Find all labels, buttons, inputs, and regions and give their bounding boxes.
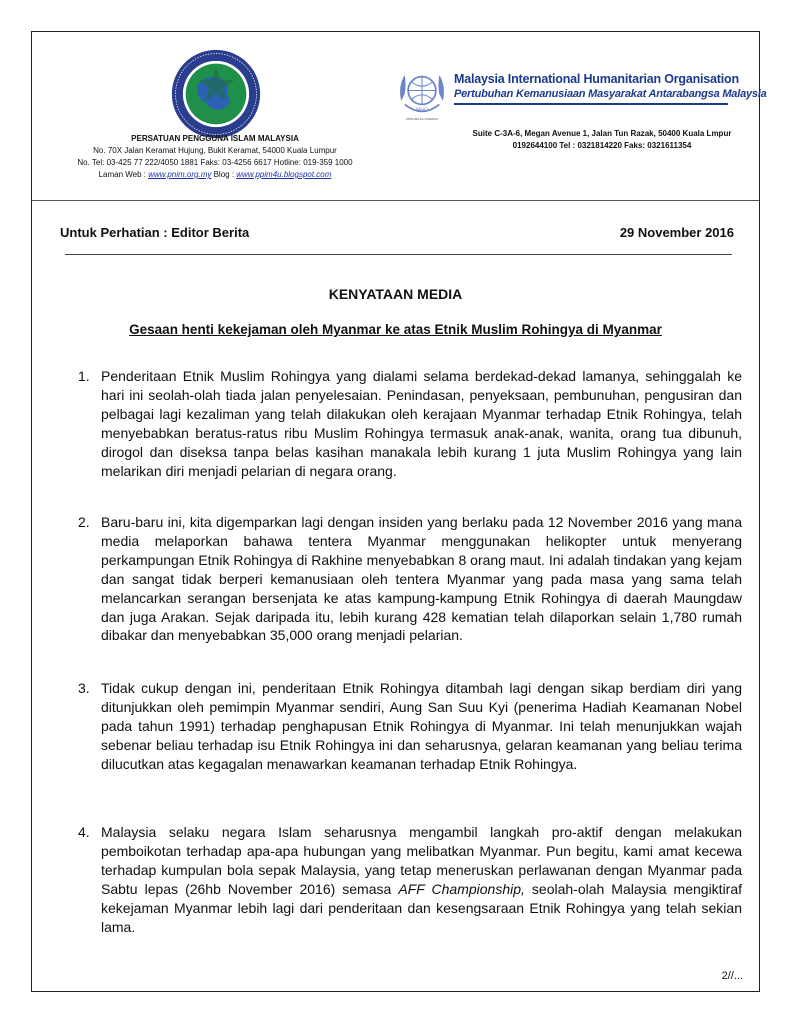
paragraph-text: [101, 823, 742, 936]
document-date: 29 November 2016: [619, 225, 734, 240]
mho-title-rule: [454, 103, 728, 105]
paragraph-text-b: seolah-olah Malaysia mengiktiraf kekejaman Myanmar lebih lagi dari penderitaan dan kesengsaraan Etnik Rohingya yang telah sekian lama.: [101, 880, 743, 935]
paragraph-text: Penderitaan Etnik Muslim Rohingya yang dialami selama berdekad-dekad lamanya, sehinggalah ke hari ini seolah-olah tiada jalan penyelesaian. Penindasan, penyeksaan, pembunuhan, pengusiran dan pelbagai lagi kezaliman yang telah dilakukan oleh kerajaan Myanmar terhadap Etnik Rohingya, telah menyebabkan beratus-ratus ribu Muslim Rohingya termasuk anak-anak, wanita, orang tua dibunuh, dirogol dan diseksa tanpa belas kasihan manakala lebih kurang 1 juta Muslim Rohingya yang lain melarikan diri menjadi pelarian di negara orang.: [101, 368, 742, 479]
ppim-phones: No. Tel: 03-425 77 222/4050 1881 Faks: 03-4256 6617 Hotline: 019-359 1000: [77, 158, 353, 167]
paragraph-text: Baru-baru ini, kita digemparkan lagi dengan insiden yang berlaku pada 12 November 2016 yang mana media melaporkan bahawa tentera Myanmar menggunakan helikopter untuk menyerang perkampungan Etnik Rohingya di Rakhine menyebabkan 8 orang maut. Ini adalah tindakan yang kejam dan sangat tidak berperi kemanusiaan oleh tentera Myanmar yang pada masa yang sama telah melancarkan serangan bersenjata ke atas kampung-kampung Etnik Rohingya di daerah Maungdaw dan juga Arakan. Sejak daripada itu, lebih kurang 428 kematian telah dilaporkan selain 1,780 rumah dibakar dan menyebabkan 35,000 orang menjadi pelarian.: [101, 514, 742, 644]
paragraph-2: [78, 513, 742, 645]
header-divider: [32, 200, 759, 201]
mho-logo: [396, 66, 448, 122]
ppim-org-name: PERSATUAN PENGGUNA ISLAM MALAYSIA: [131, 134, 299, 143]
document-subheading: Gesaan henti kekejaman oleh Myanmar ke atas Etnik Muslim Rohingya di Myanmar: [129, 322, 662, 337]
mho-logo-small: PPM-026-10-17022014: [406, 117, 438, 121]
paragraph-number: 1.: [78, 368, 90, 384]
blog-label: Blog :: [211, 170, 237, 179]
mho-address: Suite C-3A-6, Megan Avenue 1, Jalan Tun Razak, 50400 Kuala Lmpur: [472, 129, 732, 138]
mho-contact-block: [466, 128, 738, 152]
ppim-web-line: [40, 169, 390, 181]
attention-divider: [65, 254, 732, 255]
ppim-contact-block: [40, 133, 390, 181]
web-label: Laman Web :: [98, 170, 149, 179]
ppim-logo: [170, 48, 262, 140]
paragraph-3: [78, 679, 742, 774]
mho-phones: 0192644100 Tel : 0321814220 Faks: 0321611354: [512, 141, 692, 150]
web-link[interactable]: www.pnim.org.my: [148, 170, 212, 179]
mho-title-ms: Pertubuhan Kemanusiaan Masyarakat Antarabangsa Malaysia: [454, 88, 767, 100]
paragraph-text-a: Malaysia selaku negara Islam seharusnya mengambil langkah pro-aktif dengan melakukan pemboikotan terhadap apa-apa hubungan yang melibatkan Myanmar. Pun begitu, kami amat kecewa terhadap kumpulan bola sepak Malaysia, yang tetap meneruskan perlawanan dengan Myanmar pada Sabtu lepas (26hb November 2016) semasa: [101, 824, 742, 897]
ppim-address: No. 70X Jalan Keramat Hujung, Bukit Keramat, 54000 Kuala Lumpur: [93, 146, 337, 155]
attention-line: Untuk Perhatian : Editor Berita: [60, 225, 250, 240]
blog-link[interactable]: www.ppim4u.blogspot.com: [236, 170, 332, 179]
mho-logo-label: MHO: [415, 107, 429, 114]
paragraph-1: [78, 367, 742, 480]
paragraph-4: [78, 823, 742, 936]
document-heading: KENYATAAN MEDIA: [328, 286, 463, 302]
paragraph-text-italic: AFF Championship,: [398, 880, 525, 897]
page-number: 2//...: [721, 970, 743, 982]
paragraph-number: 2.: [78, 514, 90, 530]
paragraph-number: 4.: [78, 824, 90, 840]
mho-title-en: Malaysia International Humanitarian Organisation: [454, 72, 739, 86]
paragraph-text: Tidak cukup dengan ini, penderitaan Etnik Rohingya ditambah lagi dengan sikap berdiam diri yang ditunjukkan oleh pemimpin Myanmar sendiri, Aung San Suu Kyi (penerima Hadiah Keamanan Nobel pada tahun 1991) terhadap penghapusan Etnik Rohingya di Myanmar. Ini telah menunjukkan wajah sebenar beliau terhadap isu Etnik Rohingya ini dan seharusnya, gelaran keamanan yang beliau terima dilucutkan atas kegagalan menawarkan keamanan terhadap Etnik Rohingya.: [101, 680, 742, 772]
paragraph-number: 3.: [78, 680, 90, 696]
